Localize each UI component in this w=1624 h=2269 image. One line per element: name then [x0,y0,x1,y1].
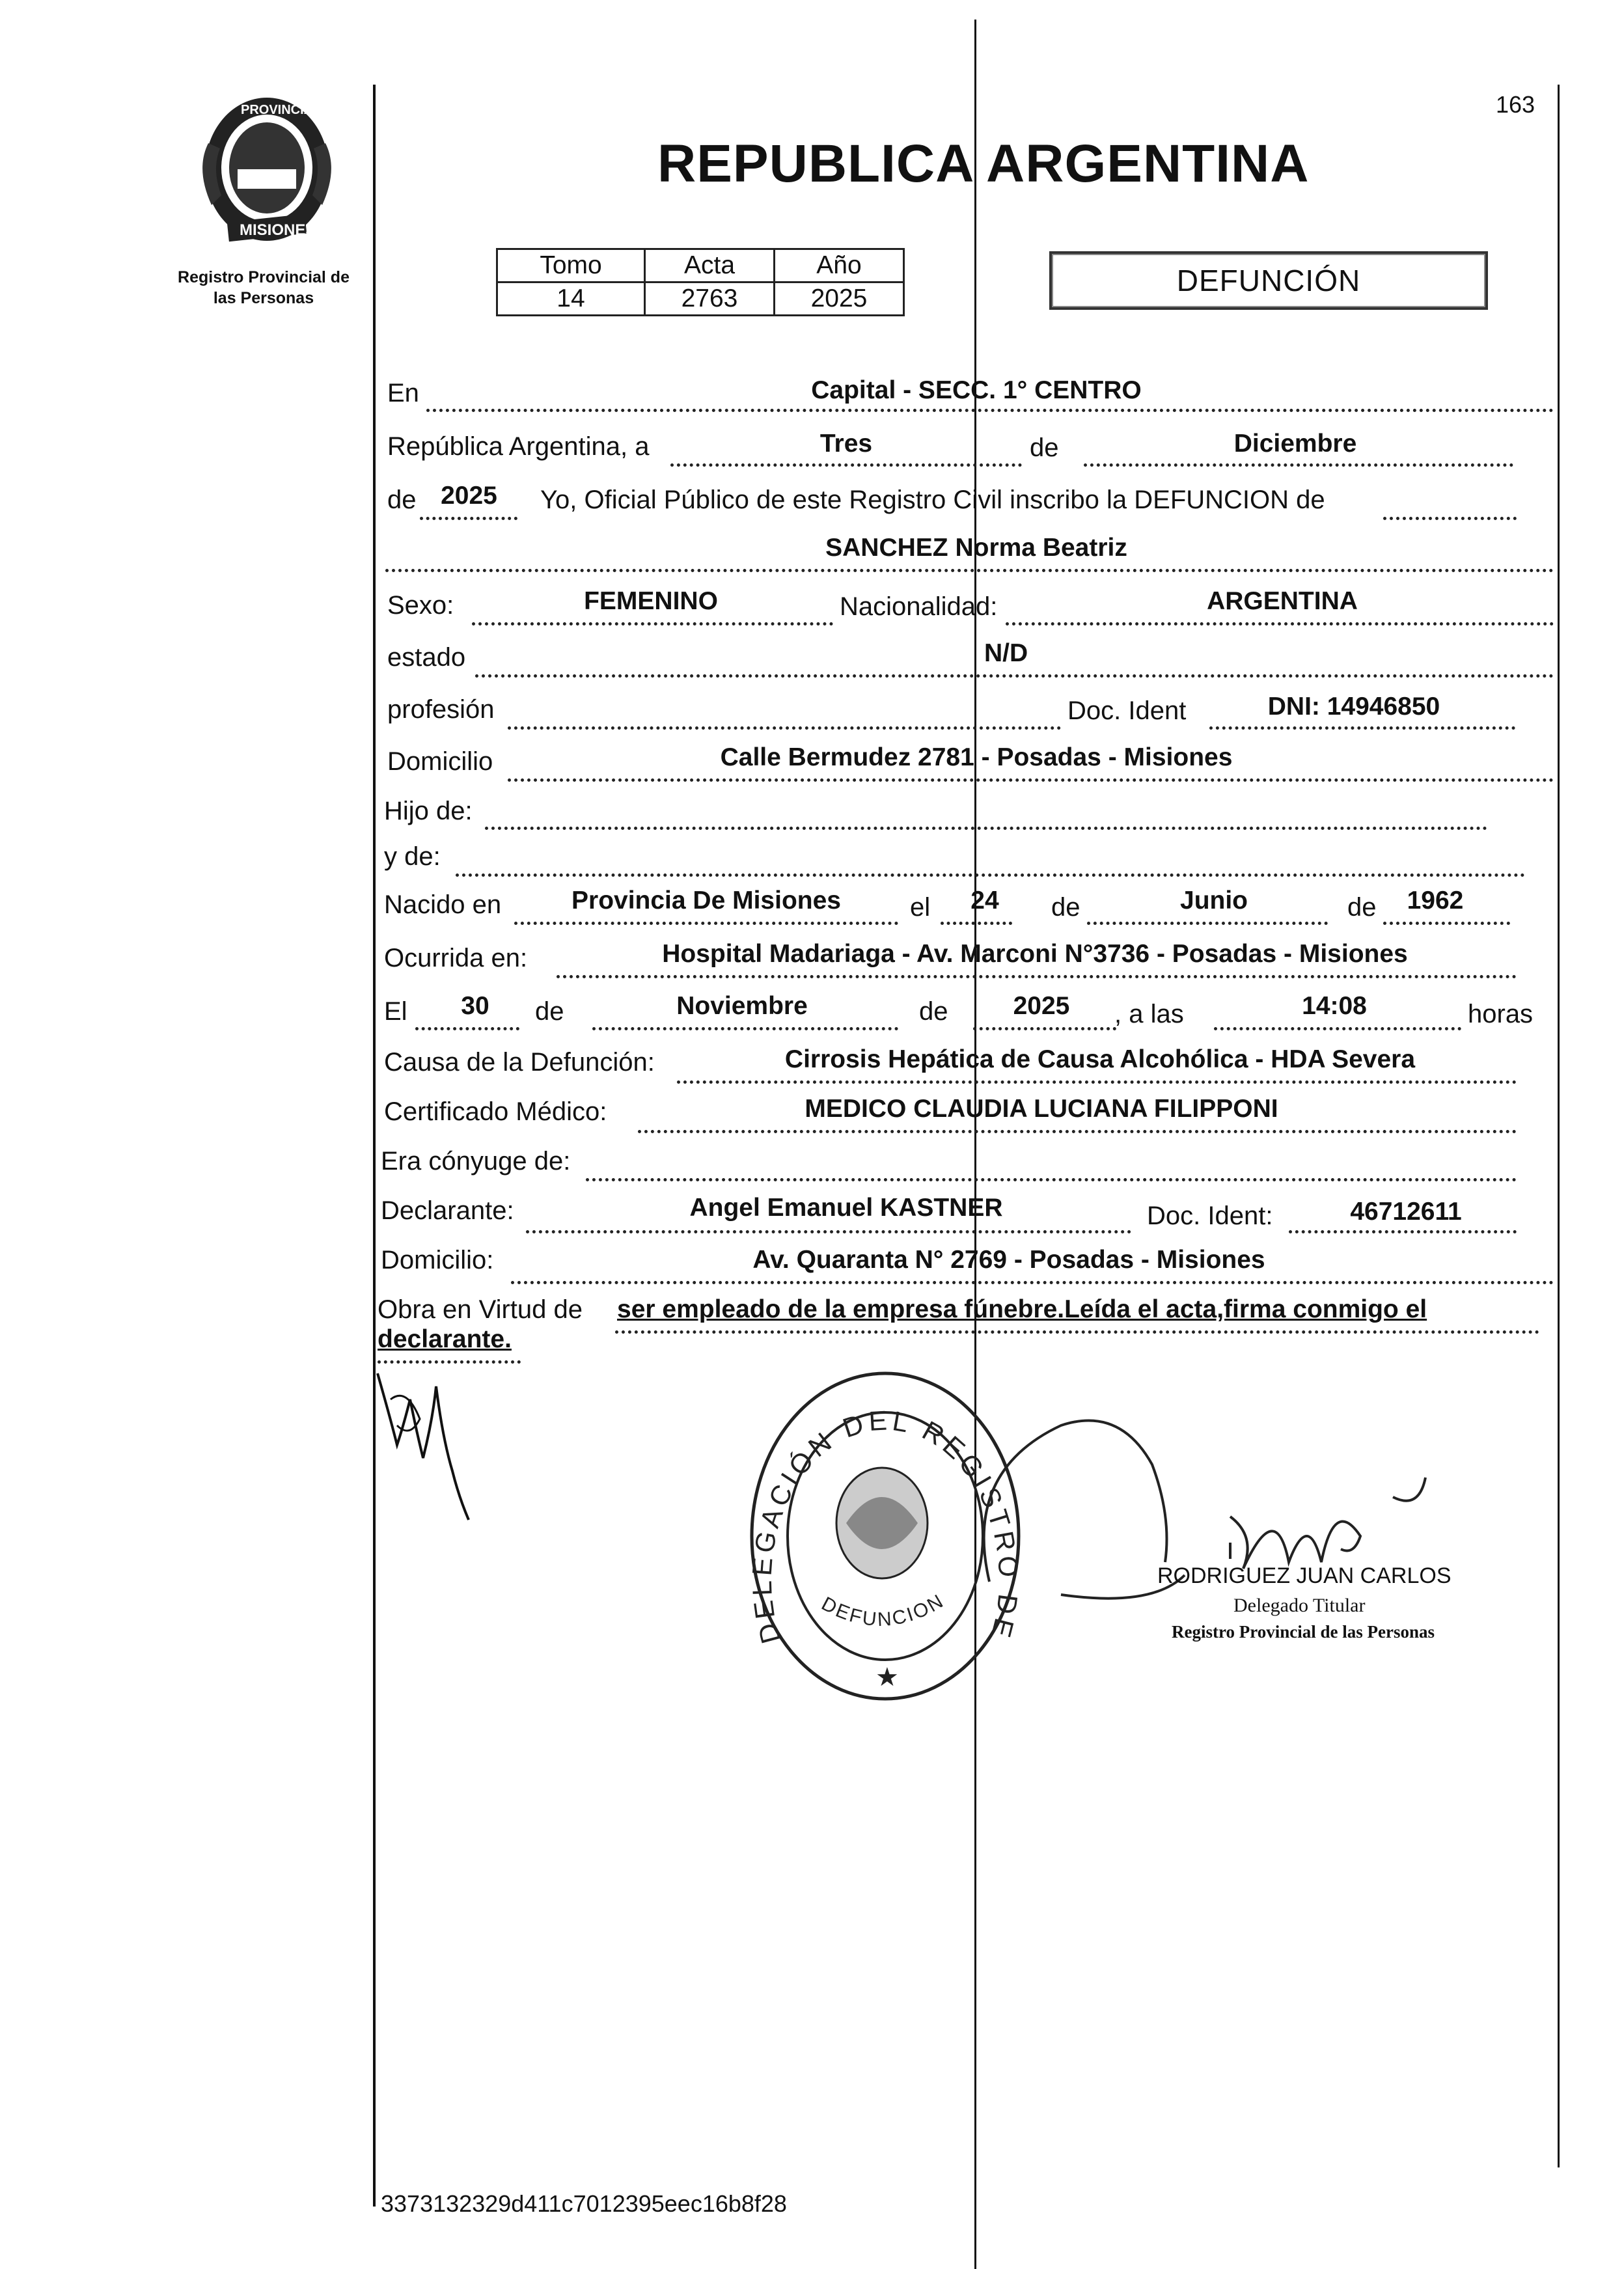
doc-ident-dotline [1209,726,1515,730]
official-office: Registro Provincial de las Personas [1172,1622,1435,1642]
causa-dotline [677,1080,1517,1084]
page-number: 163 [1496,91,1535,118]
birth-month: Junio [1180,887,1248,914]
center-fold-line [974,20,976,2269]
year-dotline [420,517,517,520]
day-dotline [670,463,1022,467]
en-label: En [387,379,419,407]
profesion-dotline [508,726,1061,730]
estado-label: estado [387,643,466,672]
misiones-seal-logo [182,91,351,247]
alas-label: , a las [1114,1000,1184,1028]
certificado-label: Certificado Médico: [384,1097,607,1126]
official-name: RODRIGUEZ JUAN CARLOS [1157,1563,1452,1588]
anio-header: Año [775,249,904,282]
seal-bottom-text: MISIONES [240,221,316,239]
sexo-label: Sexo: [387,591,454,620]
declarante-value: Angel Emanuel KASTNER [689,1194,1003,1222]
official-role: Delegado Titular [1233,1595,1366,1616]
month-value: Diciembre [1233,430,1357,458]
sexo-dotline [472,622,833,626]
yde-dotline [456,873,1525,877]
birth-month-dotline [1087,922,1328,925]
document-hash: 3373132329d411c7012395eec16b8f28 [381,2190,787,2217]
registry-name-line1: Registro Provincial de [178,268,350,286]
domicilio2-label: Domicilio: [381,1246,494,1274]
document-type-box [1049,251,1488,310]
nacionalidad-dotline [1006,622,1554,626]
year-value: 2025 [441,482,497,510]
conyuge-label: Era cónyuge de: [381,1147,571,1176]
obra-value-line2: declarante. [378,1325,512,1353]
registry-name [159,267,368,309]
record-table-value-row [497,282,904,316]
birth-year-dotline [1383,922,1510,925]
doc-ident2-dotline [1289,1230,1517,1233]
en-dotline [426,409,1554,412]
hijo-label: Hijo de: [384,797,473,825]
death-time: 14:08 [1302,992,1367,1020]
de-label-1: de [1030,433,1059,462]
nacionalidad-value: ARGENTINA [1207,587,1358,615]
republica-label: República Argentina, a [387,432,650,461]
domicilio2-value: Av. Quaranta N° 2769 - Posadas - Misiones [752,1246,1265,1274]
death-month: Noviembre [676,992,808,1020]
de-label-4: de [1347,893,1377,922]
death-day-dotline [415,1027,519,1030]
acta-value: 2763 [645,282,775,316]
stamp-ring-text: DELEGACIÓN DEL REGISTRO DE [746,1405,1025,1647]
certificado-value: MEDICO CLAUDIA LUCIANA FILIPPONI [805,1095,1278,1123]
sexo-value: FEMENINO [584,587,718,615]
ocurrida-value: Hospital Madariaga - Av. Marconi N°3736 - Posadas - Misiones [662,940,1408,968]
anio-value: 2025 [775,282,904,316]
ocurrida-label: Ocurrida en: [384,944,528,972]
tomo-header: Tomo [497,249,645,282]
obra-label: Obra en Virtud de [378,1295,583,1324]
record-table-header-row [497,249,904,282]
de-label-3: de [1051,893,1080,922]
death-day: 30 [461,992,489,1020]
nacido-dotline [514,922,898,925]
doc-ident2-label: Doc. Ident: [1147,1202,1273,1230]
birth-year: 1962 [1407,887,1464,914]
en-value: Capital - SECC. 1° CENTRO [811,376,1142,404]
nacionalidad-label: Nacionalidad: [840,592,998,621]
estado-dotline [475,674,1554,678]
obra-dotline [615,1330,1539,1334]
de-label-2: de [387,486,417,514]
causa-label: Causa de la Defunción: [384,1048,655,1077]
name-dotline [385,569,1554,572]
de-label-5: de [535,997,564,1026]
inscribo-text: Yo, Oficial Público de este Registro Civil inscribo la DEFUNCION de [540,486,1325,514]
death-time-dotline [1214,1027,1461,1030]
doc-ident-value: DNI: 14946850 [1267,693,1440,721]
tomo-value: 14 [497,282,645,316]
acta-header: Acta [645,249,775,282]
domicilio-dotline [508,778,1554,782]
birth-day-dotline [941,922,1012,925]
declarante-label: Declarante: [381,1196,514,1225]
de-label-6: de [919,997,948,1026]
hijo-dotline [485,827,1487,830]
el2-label: El [384,997,407,1026]
document-type: DEFUNCIÓN [1176,264,1361,297]
stamp-inner-text: DEFUNCION [818,1589,948,1631]
right-margin-rule [1558,85,1560,2167]
inscribo-dotline [1383,517,1517,520]
conyuge-dotline [586,1178,1517,1181]
declarant-signature [371,1360,482,1530]
doc-ident2-value: 46712611 [1350,1198,1462,1226]
death-year-dotline [973,1027,1116,1030]
ocurrida-dotline [557,975,1517,978]
estado-value: N/D [984,639,1028,667]
record-table [496,248,905,316]
profesion-label: profesión [387,695,495,724]
svg-text:★: ★ [875,1663,899,1692]
death-year: 2025 [1013,992,1070,1020]
seal-top-text: PROVINCIA [241,103,314,117]
el-label: el [910,893,931,922]
month-dotline [1084,463,1513,467]
declarante-dotline [526,1230,1131,1233]
doc-ident-label: Doc. Ident [1067,696,1187,725]
death-month-dotline [592,1027,898,1030]
registry-name-line2: las Personas [213,289,314,307]
left-margin-rule [373,85,376,2207]
obra-value: ser empleado de la empresa fúnebre.Leída el acta,firma conmigo el [617,1295,1427,1323]
day-value: Tres [819,430,873,458]
horas-label: horas [1468,1000,1534,1028]
domicilio-value: Calle Bermudez 2781 - Posadas - Misiones [720,743,1233,771]
birth-day: 24 [970,887,999,914]
deceased-name: SANCHEZ Norma Beatriz [825,534,1127,562]
nacido-value: Provincia De Misiones [571,887,841,914]
yde-label: y de: [384,842,441,871]
causa-value: Cirrosis Hepática de Causa Alcohólica - HDA Severa [784,1045,1416,1073]
certificado-dotline [638,1130,1517,1133]
domicilio2-dotline [511,1281,1554,1284]
document-title: REPUBLICA ARGENTINA [657,134,1310,193]
nacido-label: Nacido en [384,890,502,919]
domicilio-label: Domicilio [387,747,493,776]
